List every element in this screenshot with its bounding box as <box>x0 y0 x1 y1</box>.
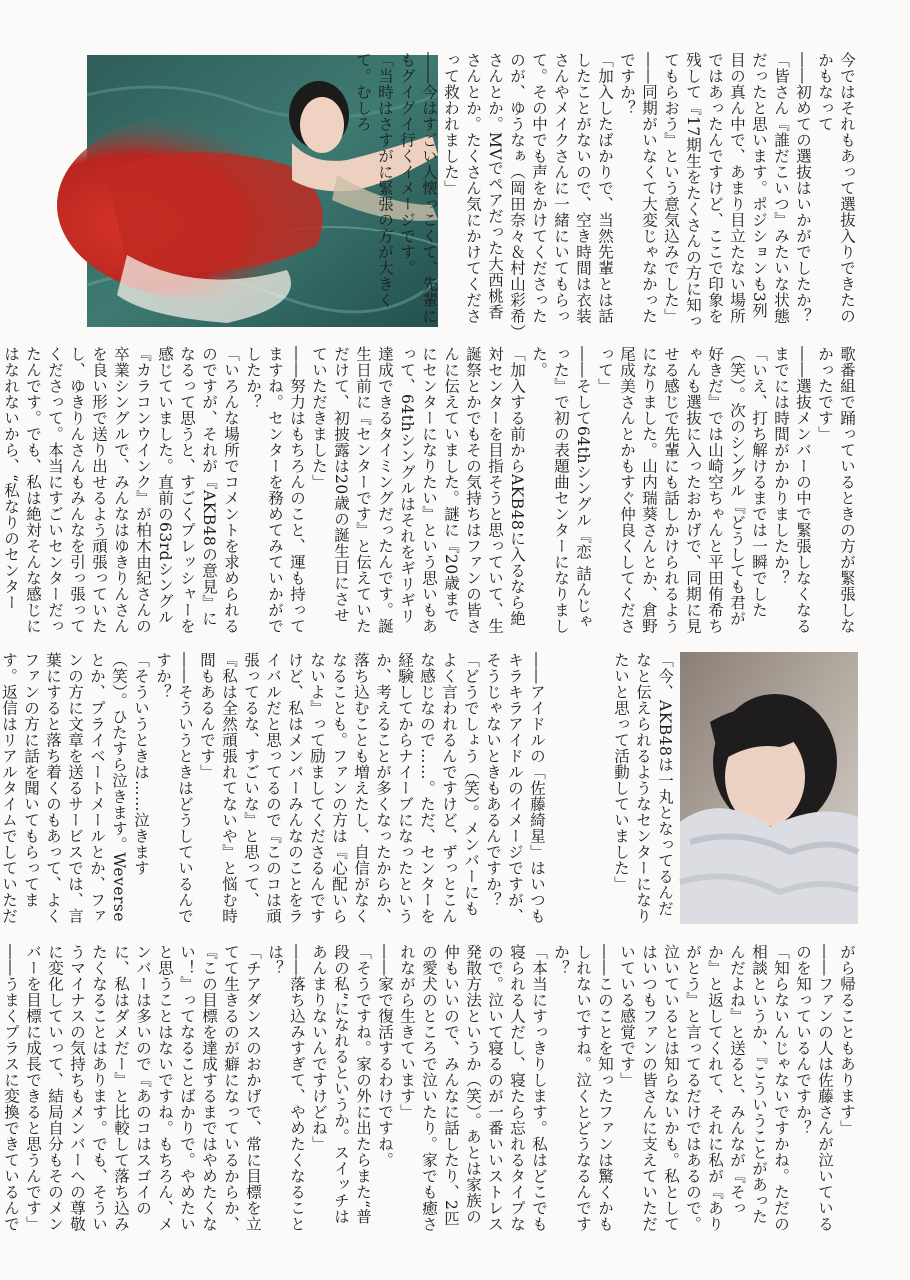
paragraph: ――うまくプラスに変換できているんで <box>2 944 20 1232</box>
text-column-1 <box>354 52 858 334</box>
paragraph: ――努力はもちろんのこと、運も持ってますね。センターを務めてみていかがでしたか？ <box>244 346 306 634</box>
photo-fur-portrait <box>680 652 858 924</box>
paragraph: ――家で復活するわけですね。 <box>376 944 394 1168</box>
text-column-4 <box>2 944 858 1234</box>
paragraph: 「知らないんじゃないですかね。ただの相談というか、『こういうことがあったんだよね』と送ると、みんなが『そっか』と返してくれて、それに私が『ありがとう』と言ってるだけではあるので。泣いているとは知らないかも。私としてはいつもファンの皆さんに支えていただいている感覚です」 <box>618 944 790 1232</box>
text-column-2 <box>2 346 858 638</box>
paragraph: 「加入したばかりで、当然先輩とは話したことがないので、空き時間は衣装さんやメイクさんに一緒にいてもらって。その中でも声をかけてくださったのが、ゆうなぁ（岡田奈々＆村山彩希）さんとか。MVでペアだった大西桃香さんとか。たくさん気にかけてくださって救われました」 <box>442 52 614 333</box>
paragraph: ――このことを知ったファンは驚くかもしれないですね。泣くとどうなるんですか？ <box>552 944 614 1232</box>
paragraph: ――そういうときはどうしているんですか？ <box>154 652 194 924</box>
paragraph: ――そして64thシングル『恋 詰んじゃった』で初の表題曲センターになりました。 <box>530 346 592 634</box>
paragraph: 今ではそれもあって選抜入りできたのかもなって <box>816 52 856 324</box>
paragraph: 「どうでしょう（笑）。メンバーにもよく言われるんですけど、ずっとこんな感じなので……。ただ、センターを経験してからナイーブになったというか、考えることが多くなったからか、落ち込むことも増えたし、自信がなくなることも。ファンの方は『心配いらないよ』って励ましてくださるんですけど、私はメンバーみんなのことをライバルだと思ってるので『このコは頑張ってるな、すごいな』と思って、『私は全然頑張れてないや』と悩む時間もあるんです」 <box>198 652 480 924</box>
paragraph: 「チアダンスのおかげで、常に目標を立てて生きるのが癖になっているからか、『この目標を達成するまではやめたくない！』ってなることばかりで。やめたいと思うことはないですね。もちろん、メンバーは多いので『あのコはスゴイのに、私はダメだー』と比較して落ち込みたくなることはあります。でも、そういうマイナスの気持ちもメンバーへの尊敬に変化していって、結局自分もそのメンバーを目標に成長できると思うんです」 <box>24 944 262 1232</box>
paragraph: ――ファンの人は佐藤さんが泣いているのを知っているんですか？ <box>794 944 834 1232</box>
paragraph: 「そうですね。家の外に出たらまた“普段の私”になれるというか。スイッチはあんまりないんですけどね」 <box>310 944 372 1225</box>
paragraph: ――今はすごい人懐っこくて、先輩にもグイグイ行くイメージです。 <box>398 52 438 324</box>
paragraph: ――選抜メンバーの中で緊張しなくなるまでには時間がかかりましたか？ <box>772 346 812 634</box>
paragraph: ――アイドルの「佐藤綺星」はいつもキラキラアイドルのイメージですが、そうじゃないときもあるんですか？ <box>484 652 546 924</box>
paragraph: 「加入する前からAKB48に入るなら絶対センターを目指そうと思っていて、生誕祭とかでもその気持ちはファンの皆さんに伝えていました。謎に『20歳までにセンターになりたい』という思いもあって、64thシングルはそれをギリギリ達成できるタイミングだったんです。誕生日前に『センターです』と伝えていただけて、初披露は20歳の誕生日にさせていただきました」 <box>310 346 526 634</box>
paragraph: 「いえ、打ち解けるまでは一瞬でした（笑）。次のシングル『どうしても君が好きだ』では山崎空ちゃんと平田侑希ちゃんも選抜に入ったおかげで、同期に見せる感じで先輩にも話しかけられるようになりました。山内瑞葵さんとか、倉野尾成美さんとかもすぐ仲良くしてくださって」 <box>596 346 768 634</box>
text-column-3-right <box>604 652 676 932</box>
paragraph: ――初めての選抜はいかがでしたか？ <box>794 52 812 324</box>
paragraph: 歌番組で踊っているときの方が緊張しなかったです」 <box>816 346 856 634</box>
text-column-3 <box>0 652 548 932</box>
paragraph: ――落ち込みすぎて、やめたくなることは？ <box>266 944 306 1232</box>
paragraph: 「本当にすっきりします。私はどこでも寝られる人だし、寝たら忘れるタイプなので。泣いて寝るのが一番いいストレス発散方法というか（笑）。あとは家族の仲もいいので、みんなに話したり、2匹の愛犬のところで泣いたり。家でも癒されながら生きています」 <box>398 944 548 1232</box>
paragraph: 「いろんな場所でコメントを求められるのですが、それが『AKB48の意見』になるって思うと、すごくプレッシャーを感じていました。直前の63rdシングル『カラコンウインク』が柏木由紀さんの卒業シングルで、みんなはゆきりんさんを良い形で送り出せるよう頑張っていたし、ゆきりんさんもみんなを引っ張ってくださって。本当にすごいセンターだったんです。でも、私は絶対そんな感じにはなれないから、“私なりのセンター <box>2 346 240 634</box>
paragraph: ――同期がいなくて大変じゃなかったですか？ <box>618 52 658 324</box>
paragraph: 「当時はさすがに緊張の方が大きくて。むしろ <box>354 52 394 308</box>
paragraph: 「そういうときは……泣きます（笑）。ひたすら泣きます。Weverseとか、プライベートメールとか、ファンの方に文章を送るサービスでは、言葉にすると落ち着くのもあって、よくファンの方に話を聞いてもらってます。返信はリアルタイムでしていただ <box>0 652 150 924</box>
paragraph: 「今、AKB48は一丸となってるんだなと伝えられるようなセンターになりたいと思って活動していました」 <box>612 652 674 924</box>
paragraph: がら帰ることもあります」 <box>838 944 856 1136</box>
paragraph: 「皆さん『誰だこいつ』みたいな状態だったと思います。ポジションも3列目の真ん中で、あまり目立たない場所ではあったんですけど、ここで印象を残して『17期生をたくさんの方に知ってもらおう』という意気込みでした」 <box>662 52 790 329</box>
